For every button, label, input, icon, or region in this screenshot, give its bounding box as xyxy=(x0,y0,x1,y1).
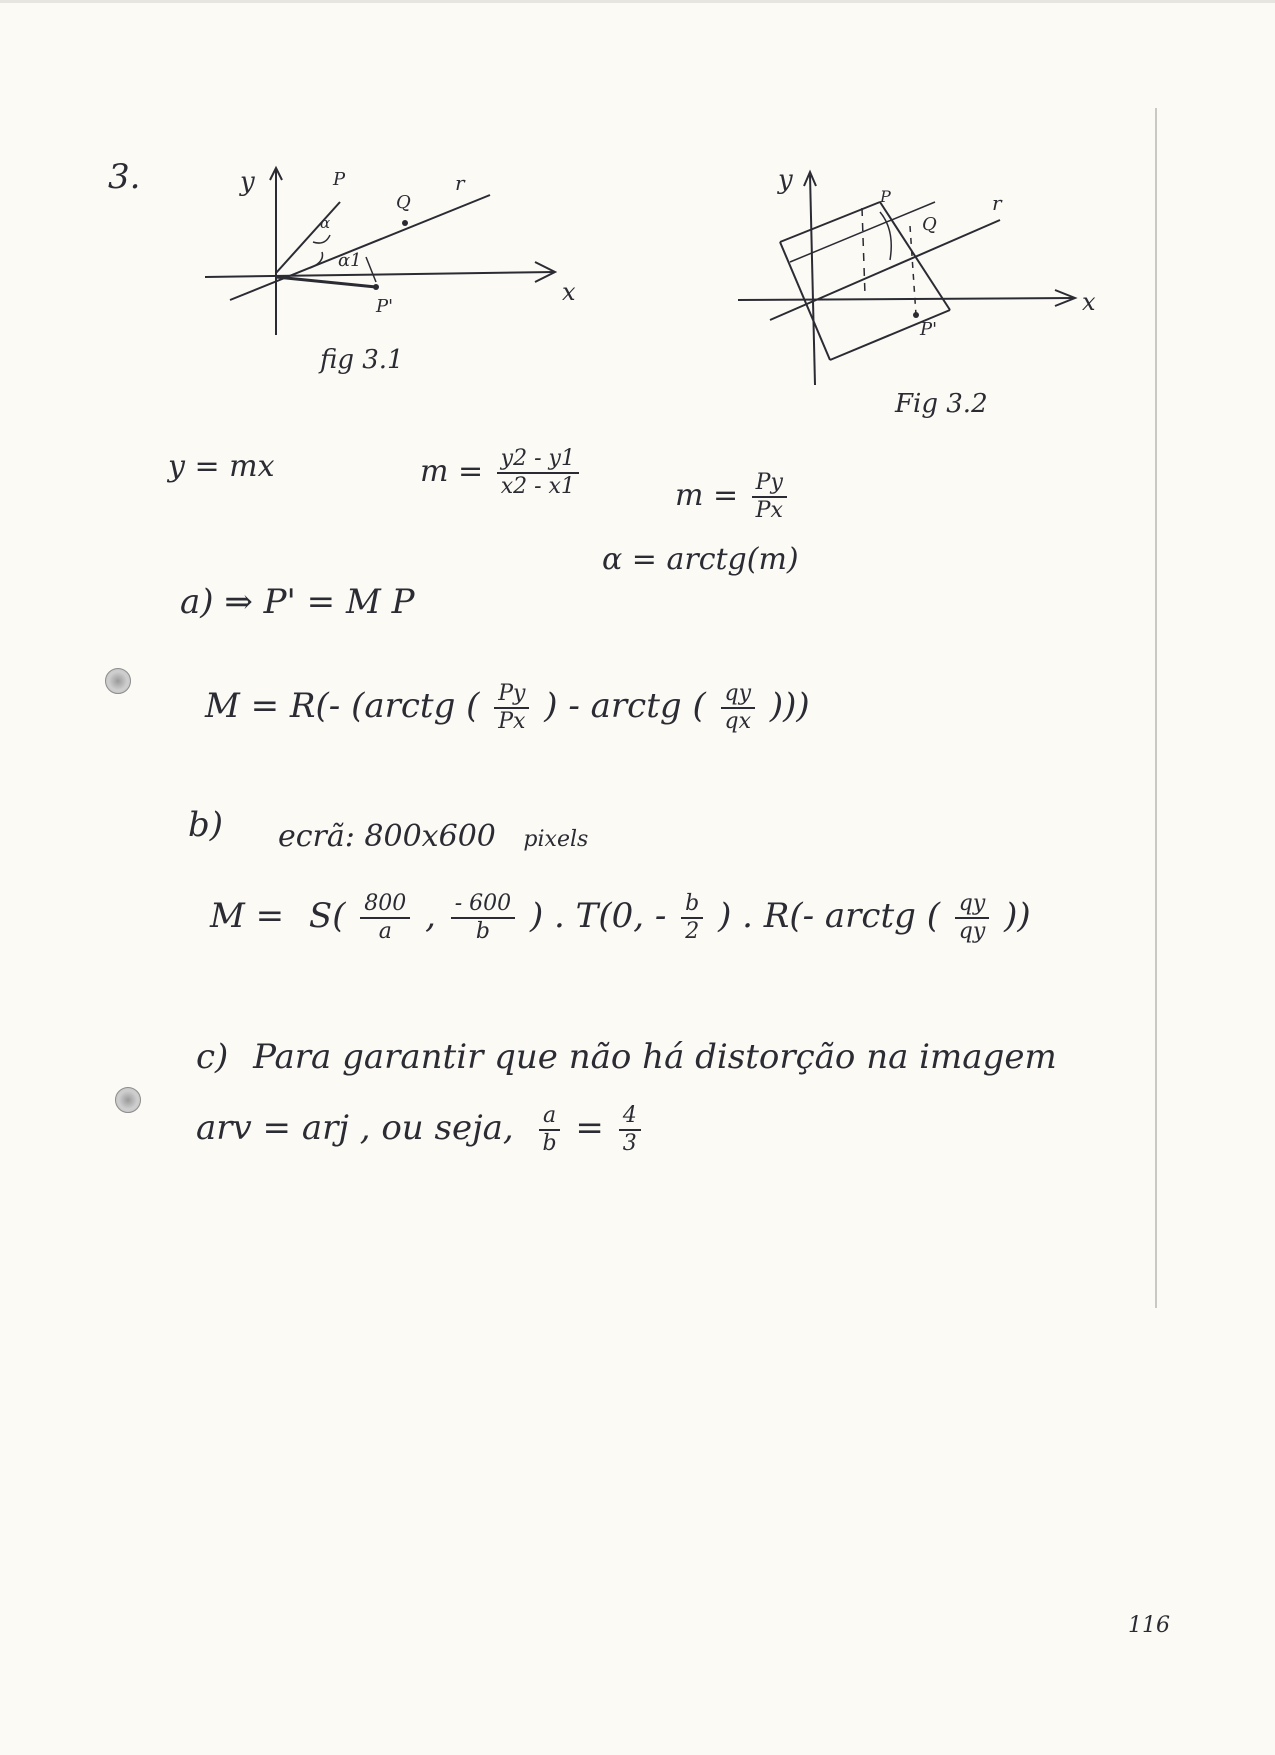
fig1-angle-alpha-label: α xyxy=(320,214,331,232)
page-right-edge xyxy=(1155,108,1157,1308)
part-b-s-frac2-num: - 600 xyxy=(451,893,515,919)
slope2-denominator: Px xyxy=(755,498,783,523)
slope2-fraction xyxy=(752,472,787,522)
slope-denominator: x2 - x1 xyxy=(500,474,575,499)
figure-3-2 xyxy=(730,150,1130,430)
figure-3-1 xyxy=(190,150,610,390)
fig1-point-p-label: P xyxy=(333,169,346,190)
fig2-axis-x-label: x xyxy=(1082,288,1096,316)
part-c-line1 xyxy=(196,1037,1057,1077)
slope-formula-2 xyxy=(675,472,791,522)
part-b-r-frac-num: qy xyxy=(955,893,990,919)
slope-lhs: m = xyxy=(420,454,484,489)
fig2-line-r-label: r xyxy=(992,191,1002,215)
part-a-frac2 xyxy=(721,683,756,733)
fig1-angle-alpha1-label: α1 xyxy=(338,250,362,271)
page-number: 116 xyxy=(1128,1613,1170,1638)
part-a-matrix-mid: ) - arctg ( xyxy=(544,686,706,726)
part-c-text: Para garantir que não há distorção na imagem xyxy=(253,1037,1057,1077)
part-a-frac1-num: Py xyxy=(494,683,529,709)
punch-hole-bottom xyxy=(115,1087,141,1113)
slope-numerator: y2 - y1 xyxy=(497,448,579,474)
page-top-edge xyxy=(0,0,1275,3)
alpha-equation: α = arctg(m) xyxy=(602,542,799,577)
part-b-screen-label: ecrã: 800x600 xyxy=(278,819,496,854)
part-b-r-frac-den: qy xyxy=(958,919,986,944)
part-b-screen-unit: pixels xyxy=(523,827,589,852)
part-b-screen xyxy=(278,819,589,854)
part-c-frac2-den: 3 xyxy=(622,1131,637,1156)
part-b-s-open: S( xyxy=(308,896,346,936)
part-b-matrix xyxy=(210,893,1031,943)
part-c-line2 xyxy=(196,1105,645,1155)
part-c-frac1 xyxy=(539,1105,561,1155)
part-a-frac2-num: qy xyxy=(721,683,756,709)
part-b-t-part: ) . T(0, - xyxy=(529,896,667,936)
part-a-frac1 xyxy=(494,683,529,733)
fig1-line-r-label: r xyxy=(455,171,465,195)
part-c-frac2 xyxy=(619,1105,641,1155)
part-a-statement xyxy=(180,582,415,622)
part-c-eq: = xyxy=(575,1108,604,1148)
slope-formula xyxy=(420,448,583,498)
punch-hole-top xyxy=(105,668,131,694)
fig2-caption: Fig 3.2 xyxy=(895,389,988,419)
part-a-transform: ⇒ P' = M P xyxy=(224,582,415,622)
part-b-s-frac1-num: 800 xyxy=(360,893,410,919)
part-b-t-frac xyxy=(681,893,703,943)
line-equation: y = mx xyxy=(168,449,275,484)
problem-number: 3. xyxy=(108,157,141,197)
fig1-axis-x-label: x xyxy=(562,278,576,306)
part-a-matrix-pre: M = R(- (arctg ( xyxy=(205,686,480,726)
part-b-t-frac-num: b xyxy=(681,893,703,919)
fig2-point-p-prime-label: P' xyxy=(920,319,938,340)
part-b-r-frac xyxy=(955,893,990,943)
part-a-label: a) xyxy=(180,582,214,622)
part-b-r-close: )) xyxy=(1004,896,1031,936)
part-b-s-frac1-den: a xyxy=(378,919,392,944)
part-b-s-frac2 xyxy=(451,893,515,943)
part-c-frac1-den: b xyxy=(542,1131,557,1156)
slope2-numerator: Py xyxy=(752,472,787,498)
fig2-point-q-label: Q xyxy=(922,214,937,235)
part-b-m-lhs: M = xyxy=(210,896,285,936)
part-a-matrix xyxy=(205,683,810,733)
part-b-s-sep: , xyxy=(425,896,436,936)
slope-fraction xyxy=(497,448,579,498)
part-a-frac1-den: Px xyxy=(498,709,526,734)
fig1-point-q-label: Q xyxy=(396,192,411,213)
part-a-matrix-post: ))) xyxy=(769,686,810,726)
fig1-caption: fig 3.1 xyxy=(320,345,404,375)
part-c-ratio-text: arv = arj , ou seja, xyxy=(196,1108,514,1148)
fig1-axis-y-label: y xyxy=(240,167,255,197)
part-a-frac2-den: qx xyxy=(724,709,752,734)
part-c-frac2-num: 4 xyxy=(619,1105,641,1131)
fig2-axis-y-label: y xyxy=(778,165,793,195)
fig2-point-p-label: P xyxy=(880,187,891,206)
part-b-label: b) xyxy=(188,805,224,845)
part-b-s-frac1 xyxy=(360,893,410,943)
part-b-s-frac2-den: b xyxy=(475,919,490,944)
slope2-lhs: m = xyxy=(675,478,739,513)
part-c-label: c) xyxy=(196,1037,229,1077)
part-c-frac1-num: a xyxy=(539,1105,560,1131)
part-b-t-frac-den: 2 xyxy=(685,919,700,944)
part-b-r-part: ) . R(- arctg ( xyxy=(718,896,940,936)
fig1-point-p-prime-label: P' xyxy=(376,296,394,317)
